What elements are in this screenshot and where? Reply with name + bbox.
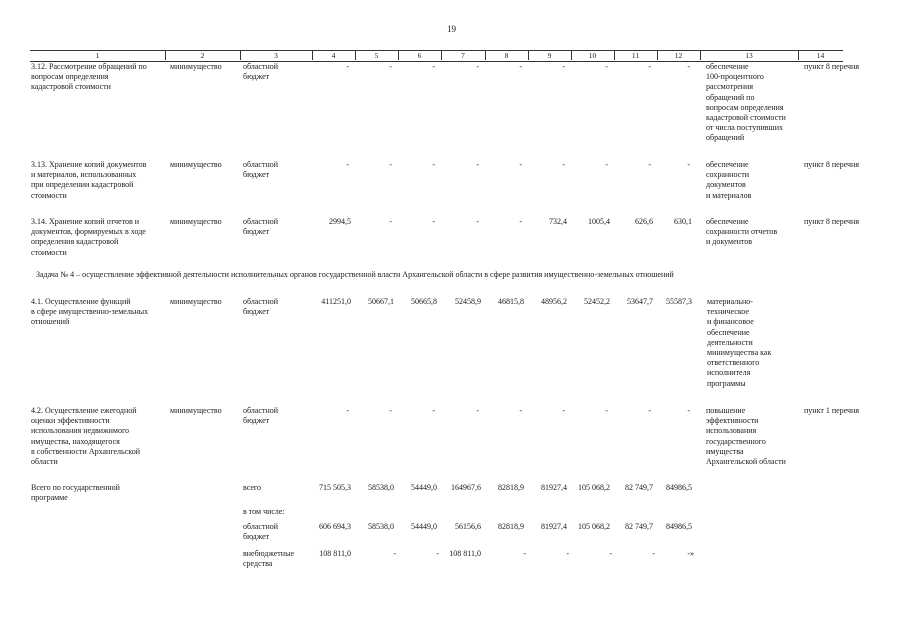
row-result: материально- техническое и финансовое обеспечение деятельности минимущества как ответственного исполнителя программы — [707, 297, 772, 388]
totals-all-value: 82 749,7 — [625, 483, 653, 492]
totals-all-value: 105 068,2 — [578, 483, 610, 492]
row-result: обеспечение сохранности документов и материалов — [706, 160, 752, 200]
row-value: 1005,4 — [588, 217, 610, 226]
row-value: 50667,1 — [368, 297, 394, 306]
row-reference: пункт 8 перечня — [804, 62, 860, 71]
row-source: областной бюджет — [243, 217, 279, 237]
header-cell-4: 4 — [331, 51, 336, 60]
row-value: - — [648, 160, 651, 169]
row-source: областной бюджет — [243, 160, 279, 180]
row-executor: минимущество — [170, 297, 222, 306]
row-result: обеспечение сохранности отчетов и документов — [706, 217, 778, 247]
totals-all-value: 84986,5 — [666, 483, 692, 492]
totals-obl-value: 56156,6 — [455, 522, 481, 531]
totals-obl-value: 54449,0 — [411, 522, 437, 531]
row-value: - — [432, 217, 435, 226]
row-value: - — [476, 217, 479, 226]
row-value: 2994,5 — [329, 217, 351, 226]
totals-obl-value: 82 749,7 — [625, 522, 653, 531]
totals-vnb-value: - — [652, 549, 655, 558]
header-cell-2: 2 — [200, 51, 205, 60]
row-source: областной бюджет — [243, 62, 279, 82]
row-value: 48956,2 — [541, 297, 567, 306]
row-value: - — [476, 406, 479, 415]
row-executor: минимущество — [170, 160, 222, 169]
row-value: - — [346, 62, 349, 71]
page-number: 19 — [447, 24, 456, 34]
row-source: областной бюджет — [243, 297, 279, 317]
totals-obl-value: 84986,5 — [666, 522, 692, 531]
row-value: - — [389, 406, 392, 415]
row-value: 732,4 — [549, 217, 567, 226]
row-value: - — [389, 62, 392, 71]
row-name: 3.13. Хранение копий документов и материалов, использованных при определении кадастровой стоимости — [31, 160, 147, 200]
row-value: - — [648, 62, 651, 71]
row-name: 4.1. Осуществление функций в сфере имущественно-земельных отношений — [31, 297, 149, 327]
row-value: - — [389, 217, 392, 226]
header-cell-10: 10 — [588, 51, 597, 60]
totals-all-value: 164967,6 — [451, 483, 481, 492]
totals-vnb-value: 108 811,0 — [319, 549, 351, 558]
row-value: - — [562, 62, 565, 71]
row-value: 55587,3 — [666, 297, 692, 306]
totals-vnb-value: - — [523, 549, 526, 558]
row-name: 3.12. Рассмотрение обращений по вопросам определения кадастровой стоимости — [31, 62, 147, 92]
header-cell-12: 12 — [674, 51, 683, 60]
row-value: - — [648, 406, 651, 415]
totals-incl-label: в том числе: — [243, 507, 285, 516]
totals-obl-value: 81927,4 — [541, 522, 567, 531]
totals-vnb-label: внебюджетные средства — [243, 549, 294, 569]
row-reference: пункт 1 перечня — [804, 406, 860, 415]
totals-all-value: 58538,0 — [368, 483, 394, 492]
totals-vnb-value: - — [609, 549, 612, 558]
header-cell-7: 7 — [461, 51, 465, 60]
totals-label: Всего по государственной программе — [31, 483, 120, 503]
row-executor: минимущество — [170, 62, 222, 71]
row-value: 626,6 — [635, 217, 653, 226]
row-value: 411251,0 — [321, 297, 351, 306]
row-value: - — [476, 160, 479, 169]
row-value: - — [346, 160, 349, 169]
header-cell-5: 5 — [374, 51, 379, 60]
row-value: - — [432, 406, 435, 415]
row-value: - — [432, 160, 435, 169]
totals-obl-value: 58538,0 — [368, 522, 394, 531]
row-value: - — [687, 62, 690, 71]
row-name: 4.2. Осуществление ежегодной оценки эффективности использования недвижимого имущества, находящегося в собственности Архангельской области — [31, 406, 140, 467]
row-source: областной бюджет — [243, 406, 279, 426]
header-cell-13: 13 — [745, 51, 753, 60]
header-cell-3: 3 — [274, 51, 278, 60]
totals-vnb-value: - — [566, 549, 569, 558]
row-value: - — [562, 406, 565, 415]
row-value: - — [432, 62, 435, 71]
row-executor: минимущество — [170, 406, 222, 415]
header-cell-6: 6 — [417, 51, 422, 60]
row-value: 630,1 — [674, 217, 692, 226]
row-executor: минимущество — [170, 217, 222, 226]
row-value: - — [562, 160, 565, 169]
row-value: - — [476, 62, 479, 71]
row-value: 52458,9 — [455, 297, 481, 306]
totals-obl-value: 82818,9 — [498, 522, 524, 531]
totals-vnb-value: -» — [687, 549, 694, 558]
task-4-heading: Задача № 4 – осуществление эффективной деятельности исполнительных органов государственной власти Архангельской области в сфере развития имущественно-земельных отношений — [36, 270, 674, 279]
totals-obl-value: 606 694,3 — [319, 522, 351, 531]
row-result: обеспечение 100-процентного рассмотрения обращений по вопросам определения кадастровой стоимости от числа поступивших обращений — [706, 62, 786, 143]
row-value: - — [346, 406, 349, 415]
totals-all-value: 82818,9 — [498, 483, 524, 492]
row-value: - — [605, 160, 608, 169]
header-cell-9: 9 — [547, 51, 552, 60]
totals-vnb-value: - — [393, 549, 396, 558]
row-result: повышение эффективности использования государственного имущества Архангельской области — [706, 406, 786, 467]
row-value: - — [687, 160, 690, 169]
header-cell-1: 1 — [95, 51, 100, 60]
header-cell-8: 8 — [504, 51, 509, 60]
row-value: 53647,7 — [627, 297, 653, 306]
totals-all-label: всего — [243, 483, 262, 492]
totals-all-value: 715 505,3 — [319, 483, 351, 492]
row-value: - — [687, 406, 690, 415]
row-reference: пункт 8 перечня — [804, 160, 860, 169]
totals-vnb-value: 108 811,0 — [449, 549, 481, 558]
totals-obl-label: областной бюджет — [243, 522, 279, 542]
row-value: - — [519, 406, 522, 415]
totals-vnb-value: - — [436, 549, 439, 558]
row-reference: пункт 8 перечня — [804, 217, 860, 226]
row-value: - — [519, 160, 522, 169]
row-value: - — [519, 217, 522, 226]
row-value: - — [605, 406, 608, 415]
totals-all-value: 81927,4 — [541, 483, 567, 492]
row-value: - — [519, 62, 522, 71]
row-value: 46815,8 — [498, 297, 524, 306]
row-value: - — [389, 160, 392, 169]
row-value: 52452,2 — [584, 297, 610, 306]
row-value: - — [605, 62, 608, 71]
row-name: 3.14. Хранение копий отчетов и документов, формируемых в ходе определения кадастровой стоимости — [31, 217, 146, 257]
totals-obl-value: 105 068,2 — [578, 522, 610, 531]
row-value: 50665,8 — [411, 297, 437, 306]
header-cell-11: 11 — [631, 51, 640, 60]
totals-all-value: 54449,0 — [411, 483, 437, 492]
header-cell-14: 14 — [816, 51, 825, 60]
